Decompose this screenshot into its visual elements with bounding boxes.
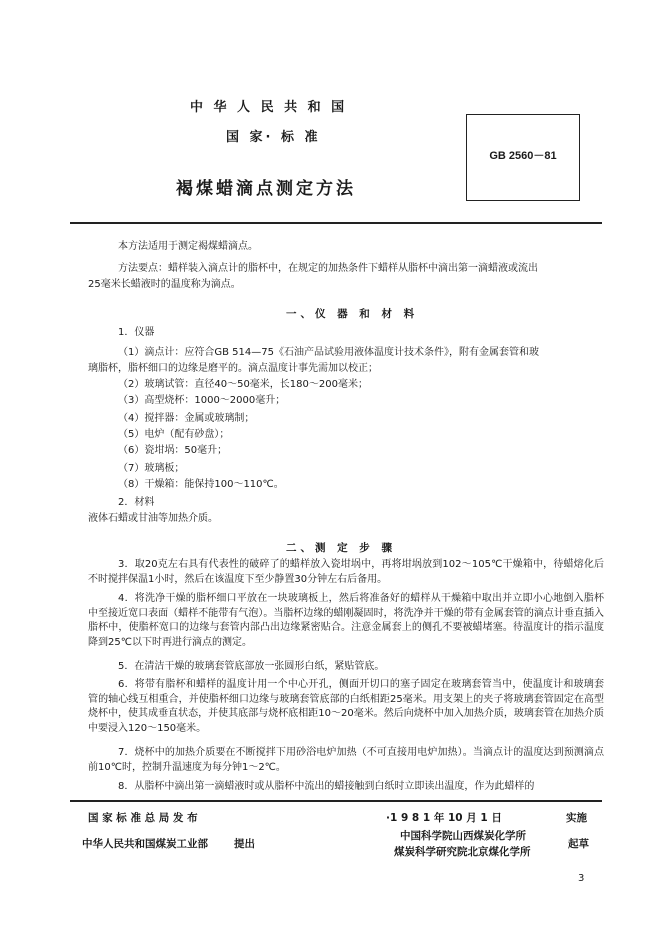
instrument-item-2: （2）玻璃试管：直径40～50毫米，长180～200毫米；	[118, 379, 368, 390]
footer-divider	[70, 800, 602, 802]
instrument-item-5: （5）电炉（配有砂盘）；	[118, 429, 230, 440]
implement-label: 实施	[566, 812, 587, 824]
step-3: 3．取20克左右具有代表性的破碎了的蜡样放入瓷坩埚中，再将坩埚放到102～105℃干燥箱中，待蜡熔化后不时搅拌保温1小时，然后在该温度下至少静置30分钟左右后备用。	[88, 559, 604, 585]
step-5: 5．在清洁干燥的玻璃套管底部放一张圆形白纸，紧贴管底。	[118, 661, 385, 672]
document-title: 褐煤蜡滴点测定方法	[176, 179, 356, 199]
instrument-item-7: （7）玻璃板；	[118, 463, 185, 474]
drafter-1: 中国科学院山西煤炭化学所	[400, 830, 526, 842]
instrument-item-1b: 璃脂杯，脂杯细口的边缘是磨平的。滴点温度计事先需加以校正；	[88, 363, 378, 374]
section-1-heading: 一、仪 器 和 材 料	[286, 308, 419, 320]
intro-line-1: 本方法适用于测定褐煤蜡滴点。	[118, 241, 258, 252]
instrument-item-4: （4）搅拌器：金属或玻璃制；	[118, 413, 255, 424]
sub-materials: 2．材料	[118, 497, 155, 508]
sub-instruments: 1．仪器	[118, 327, 155, 338]
step-7: 7．烧杯中的加热介质要在不断搅拌下用砂浴电炉加热（不可直接用电炉加热）。当滴点计的温度达到预测滴点前10℃时，控制升温速度为每分钟1～2℃。	[88, 747, 604, 773]
step-6: 6．将带有脂杯和蜡样的温度计用一个中心开孔，侧面开切口的塞子固定在玻璃套管当中，使温度计和玻璃套管的轴心线互相重合，并使脂杯细口边缘与玻璃套管底部的白纸相距25毫米。用支架上的夹子将玻璃套管固定在高型烧杯中，使其成垂直状态，并使其底部与烧杯底相距10～20毫米。然后向烧杯中加入加热介质，玻璃套管在加热介质中要浸入120～150毫米。	[88, 679, 604, 734]
country-name: 中 华 人 民 共 和 国	[190, 100, 348, 115]
proposer-label: 提出	[234, 838, 255, 850]
instrument-item-1a: （1）滴点计：应符合GB 514—75《石油产品试验用液体温度计技术条件》，附有金属套管和玻	[118, 347, 539, 358]
instrument-item-3: （3）高型烧杯：1000～2000毫升；	[118, 395, 286, 406]
header-divider	[70, 222, 602, 224]
publisher: 国 家 标 准 总 局 发 布	[88, 812, 198, 824]
materials-text: 液体石蜡或甘油等加热介质。	[88, 513, 218, 524]
instrument-item-8: （8）干燥箱：能保持100～110℃。	[118, 479, 284, 490]
standard-code-box	[466, 114, 580, 201]
implementation-date: ·1 9 8 1 年 10 月 1 日	[386, 812, 502, 824]
standard-type: 国 家· 标 准	[226, 130, 321, 145]
draft-label: 起草	[568, 838, 589, 850]
drafter-2: 煤炭科学研究院北京煤化学所	[394, 846, 531, 858]
proposer-org: 中华人民共和国煤炭工业部	[82, 838, 208, 850]
step-4: 4．将洗净干燥的脂杯细口平放在一块玻璃板上，然后将准备好的蜡样从干燥箱中取出并立即小心地倒入脂杯中至接近宽口表面（蜡样不能带有气泡）。当脂杯边缘的蜡刚凝固时，将洗净并干燥的带有金属套管的滴点计垂直插入脂杯中，使脂杯宽口的边缘与套管内部凸出边缘紧密贴合。注意金属套上的侧孔不要被蜡堵塞。待温度计的指示温度降到25℃以下时再进行滴点的测定。	[88, 593, 604, 648]
section-2-heading: 二、测 定 步 骤	[286, 542, 396, 554]
standard-code: GB 2560－81	[489, 150, 557, 162]
page-number: 3	[578, 873, 585, 884]
intro-line-2: 方法要点：蜡样装入滴点计的脂杯中，在规定的加热条件下蜡样从脂杯中滴出第一滴蜡液或流出	[118, 263, 538, 274]
step-8: 8．从脂杯中滴出第一滴蜡液时或从脂杯中流出的蜡接触到白纸时立即读出温度，作为此蜡样的	[118, 781, 535, 792]
instrument-item-6: （6）瓷坩埚：50毫升；	[118, 445, 228, 456]
intro-line-3: 25毫米长蜡液时的温度称为滴点。	[88, 279, 241, 290]
